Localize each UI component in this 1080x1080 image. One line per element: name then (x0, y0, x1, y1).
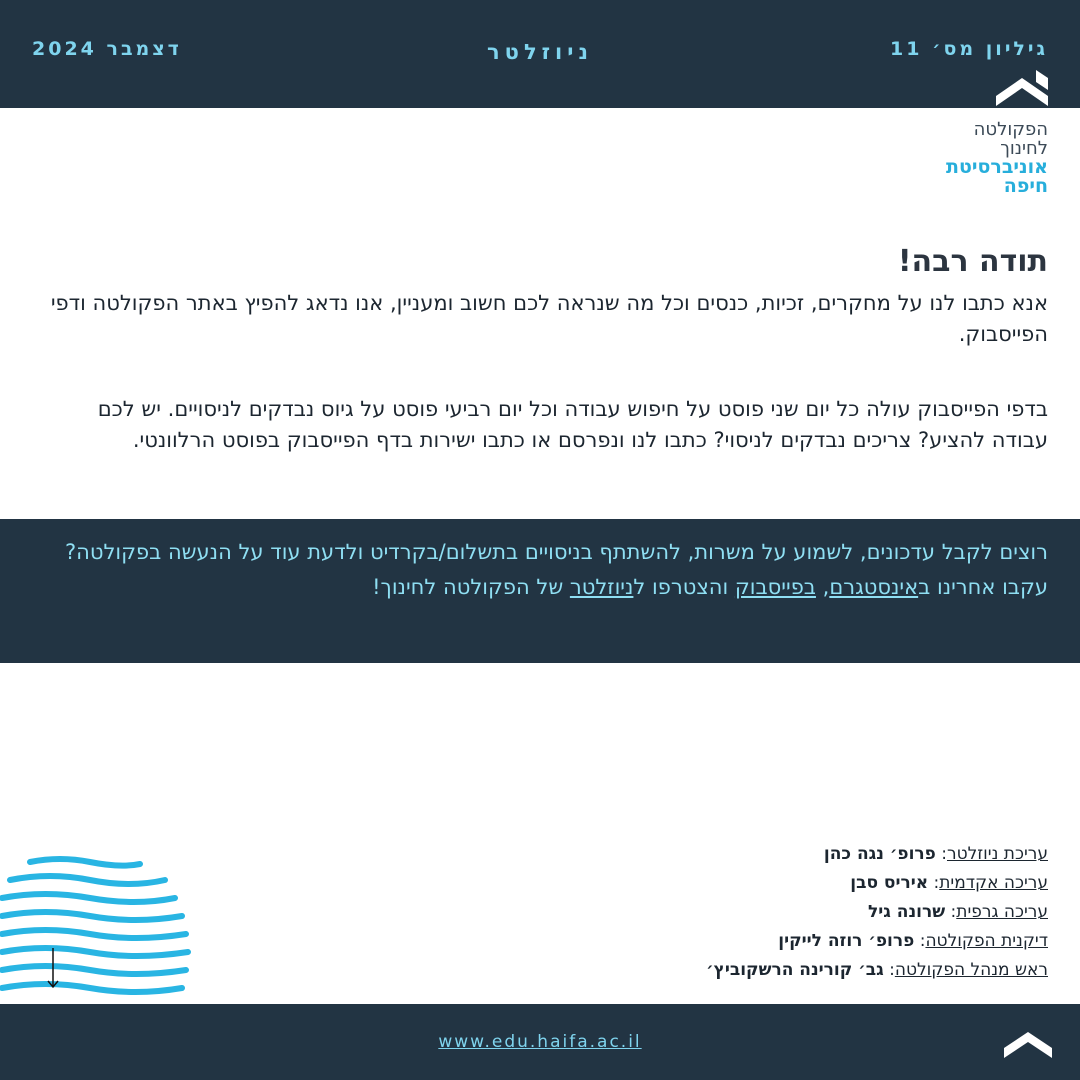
credit-line: עריכה אקדמית: איריס סבן (850, 873, 1048, 893)
top-header-bar (0, 0, 1080, 108)
wave-decoration-icon (0, 850, 200, 1000)
join-text: והצטרפו ל (633, 575, 735, 599)
newsletter-title: ניוזלטר (487, 40, 593, 64)
facebook-link[interactable]: בפייסבוק (734, 575, 816, 599)
logo-line-education: לחינוך (1000, 138, 1048, 159)
credit-line: עריכה גרפית: שרונה גיל (867, 902, 1048, 922)
credits-list (706, 840, 1048, 985)
credit-line: עריכת ניוזלטר: פרופ׳ נגה כהן (823, 844, 1048, 864)
logo-line-university: אוניברסיטת (946, 156, 1048, 178)
credit-name: גב׳ קורינה הרשקוביץ׳ (706, 960, 884, 980)
issue-date: דצמבר 2024 (32, 38, 182, 60)
credit-name: איריס סבן (850, 873, 929, 893)
paragraph-facebook-posts: בדפי הפייסבוק עולה כל יום שני פוסט על חיפוש עבודה וכל יום רביעי פוסט על גיוס נבדקים לניסויים. יש לכם עבודה להציע? צריכים נבדקים לניסוי? כתבו לנו ונפרסם או כתבו ישירות בדף הפייסבוק בפוסט הרלוונטי. (97, 397, 1048, 452)
logo-line-haifa: חיפה (1003, 175, 1048, 197)
credit-role: דיקנית הפקולטה (925, 931, 1048, 951)
chevron-up-icon (1004, 1028, 1052, 1058)
university-logo-icon (996, 70, 1048, 106)
credit-role: עריכת ניוזלטר (946, 844, 1048, 864)
credit-name: פרופ׳ נגה כהן (823, 844, 936, 864)
issue-number: גיליון מס׳ 11 (890, 38, 1048, 60)
credit-name: פרופ׳ רוזה לייקין (778, 931, 915, 951)
instagram-link[interactable]: אינסטגרם (829, 575, 919, 599)
credit-role: ראש מנהל הפקולטה (894, 960, 1048, 980)
newsletter-link[interactable]: ניוזלטר (569, 575, 634, 599)
credit-role: עריכה אקדמית (939, 873, 1048, 893)
logo-line-faculty: הפקולטה (973, 119, 1048, 140)
cta-follow-line (38, 570, 1048, 605)
credit-name: שרונה גיל (867, 902, 946, 922)
follow-suffix: של הפקולטה לחינוך! (372, 575, 570, 599)
website-link[interactable]: www.edu.haifa.ac.il (438, 1032, 642, 1052)
follow-prefix: עקבו אחרינו ב (918, 575, 1048, 599)
thanks-heading: תודה רבה! (897, 244, 1048, 279)
credit-line: ראש מנהל הפקולטה: גב׳ קורינה הרשקוביץ׳ (706, 960, 1048, 980)
credit-role: עריכה גרפית (956, 902, 1048, 922)
cta-box (0, 519, 1080, 663)
credit-line: דיקנית הפקולטה: פרופ׳ רוזה לייקין (778, 931, 1048, 951)
faculty-logo (946, 120, 1048, 196)
footer-bar (0, 1004, 1080, 1080)
cta-updates-text: רוצים לקבל עדכונים, לשמוע על משרות, להשתתף בניסויים בתשלום/בקרדיט ולדעת עוד על הנעשה בפקולטה? (64, 540, 1048, 564)
paragraph-write-to-us: אנא כתבו לנו על מחקרים, זכיות, כנסים וכל מה שנראה לכם חשוב ומעניין, אנו נדאג להפיץ באתר הפקולטה ודפי הפייסבוק. (50, 291, 1048, 346)
comma-separator: , (815, 575, 830, 599)
